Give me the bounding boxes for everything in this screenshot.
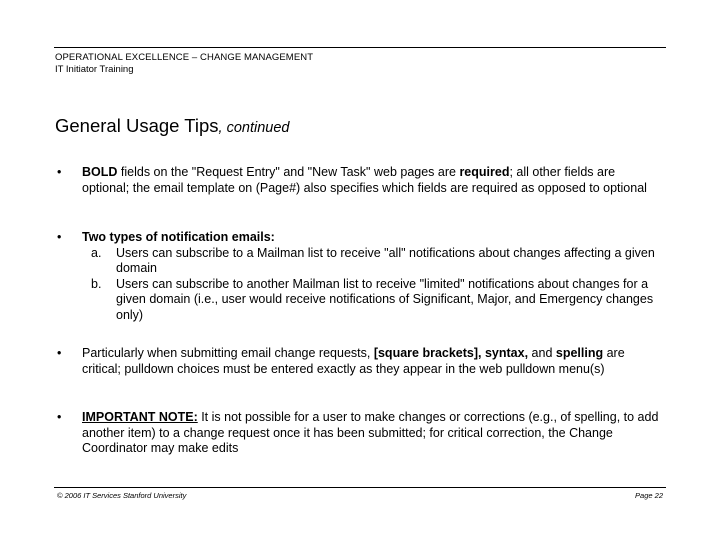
- tip-email-requests: [82, 346, 662, 377]
- important-note-label: IMPORTANT NOTE:: [82, 410, 198, 424]
- page-title-main: General Usage Tips: [55, 115, 219, 136]
- page-title: [55, 114, 289, 140]
- bullet-marker: •: [57, 165, 62, 179]
- bullet-marker: •: [57, 346, 62, 360]
- slide-header: [55, 52, 313, 76]
- tip-text: fields on the "Request Entry" and "New Task" web pages are: [117, 165, 460, 179]
- list-item-text: Users can subscribe to another Mailman list to receive "limited" notifications about changes for a given domain (i.e., user would receive notifications of Significant, Major, and Emergency changes only): [116, 276, 654, 322]
- header-title: OPERATIONAL EXCELLENCE – CHANGE MANAGEMENT: [55, 52, 314, 63]
- list-marker: a.: [91, 245, 102, 260]
- header-rule: [54, 47, 666, 48]
- footer-rule: [54, 487, 666, 488]
- tip-required-word: required: [459, 165, 510, 179]
- tip-notifications: [82, 230, 662, 323]
- tip-brackets-syntax: [square brackets], syntax,: [373, 346, 529, 360]
- tip-important-note: [82, 410, 662, 457]
- page-number: Page 22: [635, 491, 663, 500]
- tip-text: are critical; pulldown choices must be entered exactly as they appear in the web pulldown menu(s): [82, 346, 625, 376]
- footer-copyright: © 2006 IT Services Stanford University: [57, 491, 187, 500]
- bullet-marker: •: [57, 230, 62, 244]
- tip-text: Particularly when submitting email change requests,: [82, 346, 374, 360]
- list-marker: b.: [91, 276, 102, 291]
- tip-spelling: spelling: [555, 346, 604, 360]
- list-item: [82, 277, 662, 324]
- bullet-marker: •: [57, 410, 62, 424]
- tip-text: It is not possible for a user to make changes or corrections (e.g., of spelling, to add another item) to a change request once it has been submitted; for critical correction, the Change Coordinator may make edits: [82, 410, 659, 455]
- list-item-text: Users can subscribe to a Mailman list to receive "all" notifications about changes affecting a given domain: [116, 245, 655, 275]
- header-subtitle: IT Initiator Training: [55, 64, 134, 75]
- notifications-heading: Two types of notification emails:: [82, 230, 275, 244]
- list-item: [82, 246, 662, 277]
- tip-bold-fields: [82, 165, 662, 196]
- tip-text: ; all other fields are optional; the email template on (Page#) also specifies which fields are required as opposed to optional: [82, 165, 647, 195]
- tip-bold-word: BOLD: [82, 165, 118, 179]
- page-title-sub: , continued: [218, 120, 290, 136]
- tip-text: and: [528, 346, 556, 360]
